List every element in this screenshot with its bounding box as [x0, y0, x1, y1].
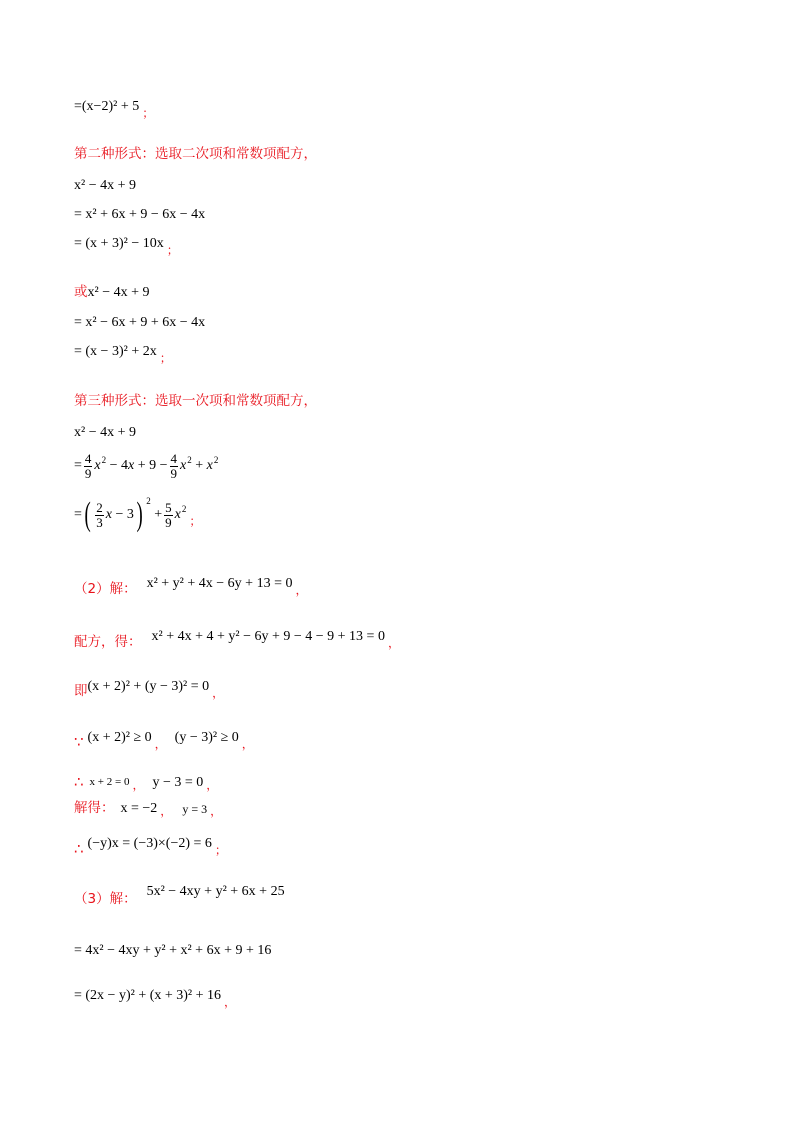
part-2-line [74, 576, 308, 598]
comma: ， [160, 804, 173, 818]
or-label: 或 [74, 284, 88, 301]
comma: ， [206, 777, 219, 792]
eq-text: y = 3 [182, 802, 208, 816]
eq-line-3b: = x² − 6x + 9 + 6x − 4x [74, 315, 206, 330]
heading-form-3: 第三种形式：选取一次项和常数项配方， [74, 393, 317, 409]
eq-text: x = −2 [120, 801, 158, 816]
final-line [74, 835, 227, 858]
semicolon: ； [214, 842, 227, 857]
eq-line-3c [74, 344, 172, 365]
ji-line [74, 679, 225, 700]
ji-label: 即 [74, 683, 88, 700]
eq-line-p3b: = 4x² − 4xy + y² + x² + 6x + 9 + 16 [74, 943, 272, 958]
comma: ， [224, 995, 237, 1009]
solve-label: 解得： [74, 800, 115, 817]
eq-line-2a: x² − 4x + 9 [74, 178, 136, 193]
eq-text: (x + 2)² ≥ 0 [87, 729, 152, 745]
eq-line-4a: x² − 4x + 9 [74, 425, 136, 440]
therefore-symbol: ∴ [74, 840, 84, 858]
semicolon: ； [142, 106, 155, 120]
part-2-label: （2）解： [74, 581, 137, 598]
eq-text: y − 3 = 0 [152, 774, 204, 790]
comma: ， [154, 736, 167, 751]
semicolon: ； [159, 351, 172, 365]
eq-line-4c: = ( $\frac{2}{3}$ x − 3 ) $^2$ + $\frac{5}{9}$ x $^2$ ； [74, 495, 202, 533]
semicolon: ； [166, 243, 179, 257]
therefore-symbol: ∴ [74, 773, 84, 791]
comma: ， [210, 804, 223, 818]
eq-text: = (x − 3)² + 2x [74, 344, 157, 359]
solve-line [74, 802, 222, 816]
eq-text: x² + y² + 4x − 6y + 13 = 0 [146, 576, 293, 591]
eq-line-4b: = $\frac{4}{9}$ x $^2$ − 4 x + 9 − $\frac{4}{9}$ x $^2$ + x $^2$ [74, 451, 219, 481]
eq-line-p3c [74, 988, 237, 1009]
eq-text: = (2x − y)² + (x + 3)² + 16 [74, 988, 222, 1003]
part-3-line [74, 884, 285, 908]
because-symbol: ∵ [74, 733, 84, 751]
comma: ， [132, 777, 145, 792]
eq-text: x + 2 = 0 [89, 776, 130, 788]
semicolon: ； [189, 514, 202, 529]
complete-square-label: 配方，得： [74, 634, 142, 651]
eq-line-2c [74, 236, 179, 257]
comma: ， [212, 686, 225, 700]
eq-text: = (x + 3)² − 10x [74, 236, 164, 251]
eq-text: =(x−2)² + 5 [74, 99, 140, 114]
because-line [74, 729, 254, 751]
eq-text: (y − 3)² ≥ 0 [174, 729, 239, 745]
heading-form-2: 第二种形式：选取二次项和常数项配方， [74, 146, 317, 162]
eq-line-2b: = x² + 6x + 9 − 6x − 4x [74, 207, 206, 222]
complete-square-line [74, 629, 400, 651]
eq-line-1 [74, 99, 155, 120]
eq-text: x² − 4x + 9 [87, 285, 150, 300]
eq-text: 5x² − 4xy + y² + 6x + 25 [146, 884, 285, 899]
eq-text: x² + 4x + 4 + y² − 6y + 9 − 4 − 9 + 13 = 0 [151, 629, 385, 644]
therefore-line [74, 775, 218, 790]
comma: ， [241, 736, 254, 751]
comma: ， [387, 636, 400, 650]
eq-text: (−y)x = (−3)×(−2) = 6 [87, 835, 212, 851]
eq-text: (x + 2)² + (y − 3)² = 0 [87, 679, 210, 694]
part-3-label: （3）解： [74, 891, 137, 908]
eq-line-3a [74, 286, 150, 300]
comma: ， [295, 583, 308, 597]
